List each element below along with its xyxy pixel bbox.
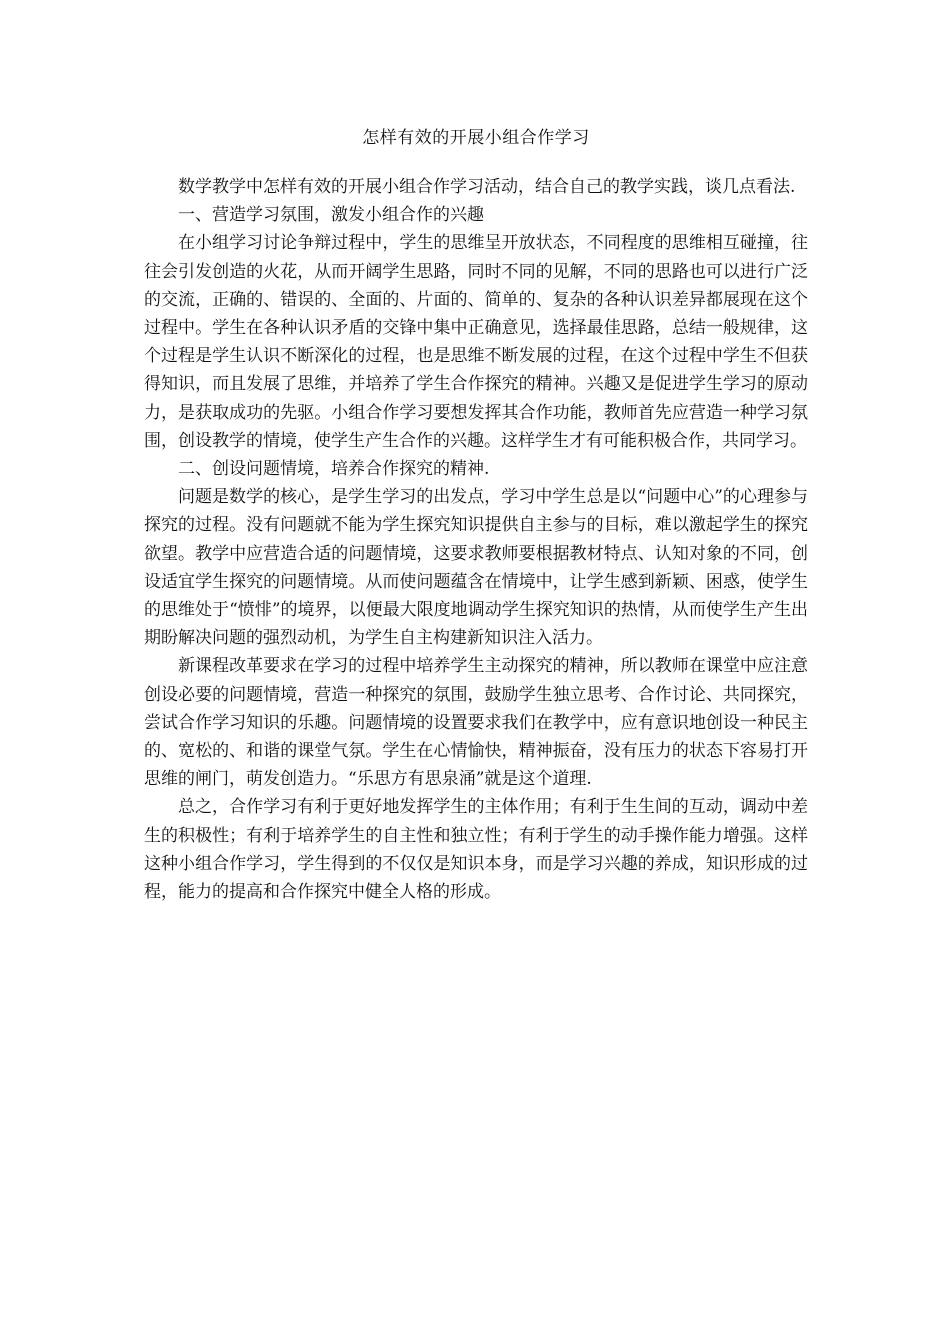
document-body [144,124,808,906]
section-2-paragraph-2: 新课程改革要求在学习的过程中培养学生主动探究的精神，所以教师在课堂中应注意创设必要的问题情境，营造一种探究的氛围，鼓励学生独立思考、合作讨论、共同探究，尝试合作学习知识的乐趣。问题情境的设置要求我们在教学中，应有意识地创设一种民主的、宽松的、和谐的课堂气氛。学生在心情愉快，精神振奋，没有压力的状态下容易打开思维的闸门，萌发创造力。“乐思方有思泉涌”就是这个道理. [144,656,808,790]
section-heading-2: 二、创设问题情境，培养合作探究的精神. [178,459,490,480]
document-title: 怎样有效的开展小组合作学习 [362,128,590,148]
title-spacer [144,152,808,173]
section-heading-1: 一、营造学习氛围，激发小组合作的兴趣 [178,205,484,226]
intro-paragraph: 数学教学中怎样有效的开展小组合作学习活动，结合自己的教学实践，谈几点看法. [178,177,796,197]
section-2-paragraph-1: 问题是数学的核心，是学生学习的出发点，学习中学生总是以“问题中心”的心理参与探究的过程。没有问题就不能为学生探究知识提供自主参与的目标，难以激起学生的探究欲望。教学中应营造合适的问题情境，这要求教师要根据教材特点、认知对象的不同，创设适宜学生探究的问题情境。从而使问题蕴含在情境中，让学生感到新颖、困惑，使学生的思维处于“愤悱”的境界，以便最大限度地调动学生探究知识的热情，从而使学生产生出期盼解决问题的强烈动机，为学生自主构建新知识注入活力。 [144,487,808,649]
section-1-paragraph: 在小组学习讨论争辩过程中，学生的思维呈开放状态，不同程度的思维相互碰撞，往往会引发创造的火花，从而开阔学生思路，同时不同的见解，不同的思路也可以进行广泛的交流，正确的、错误的、全面的、片面的、简单的、复杂的各种认识差异都展现在这个过程中。学生在各种认识矛盾的交锋中集中正确意见，选择最佳思路，总结一般规律，这个过程是学生认识不断深化的过程，也是思维不断发展的过程，在这个过程中学生不但获得知识，而且发展了思维，并培养了学生合作探究的精神。兴趣又是促进学生学习的原动力，是获取成功的先驱。小组合作学习要想发挥其合作功能，教师首先应营造一种学习氛围，创设教学的情境，使学生产生合作的兴趣。这样学生才有可能积极合作，共同学习。 [144,233,808,451]
conclusion-paragraph: 总之，合作学习有利于更好地发挥学生的主体作用；有利于生生间的互动，调动中差生的积极性；有利于培养学生的自主性和独立性；有利于学生的动手操作能力增强。这样这种小组合作学习，学生得到的不仅仅是知识本身，而是学习兴趣的养成，知识形成的过程，能力的提高和合作探究中健全人格的形成。 [144,797,808,903]
